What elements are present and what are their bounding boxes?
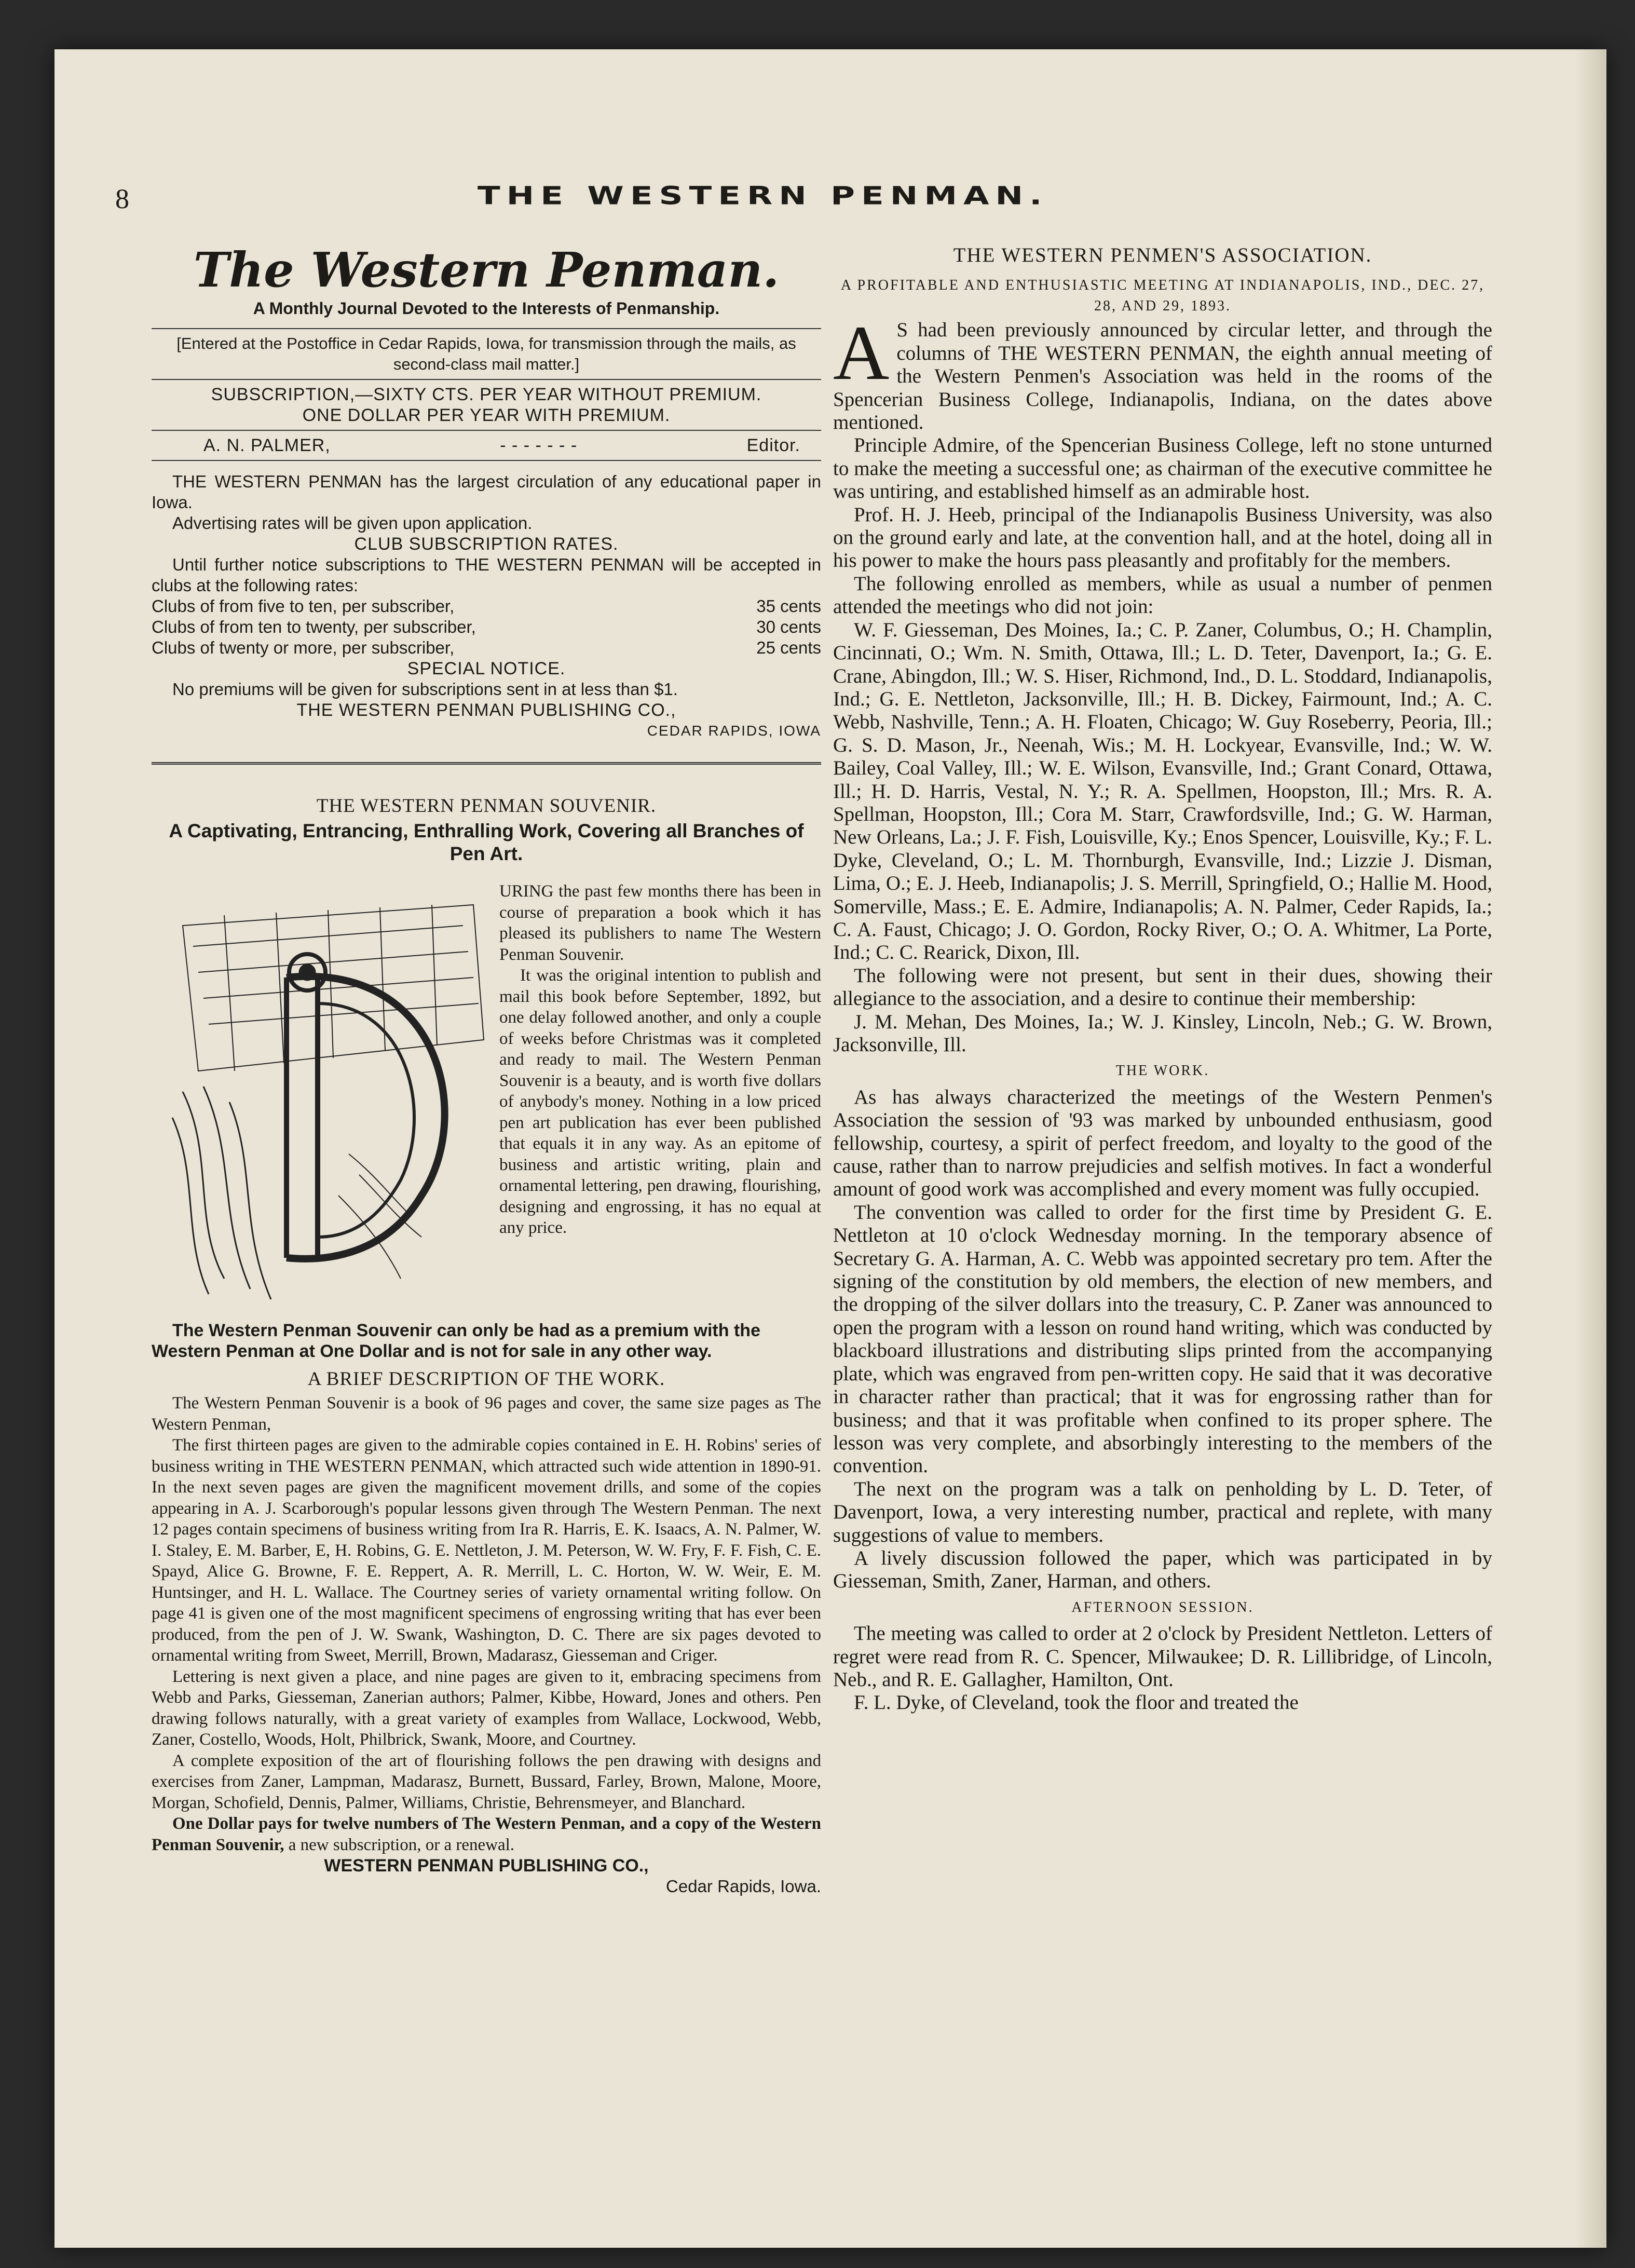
afternoon-heading: AFTERNOON SESSION. <box>1071 1599 1254 1615</box>
offer-bold-text: One Dollar pays for twelve numbers of The Western Penman, and a copy of the Western Penman Souvenir, <box>152 1814 821 1854</box>
divider <box>152 379 821 380</box>
club-rate-row <box>152 617 821 637</box>
advertising-notice: Advertising rates will be given upon application. <box>172 513 533 533</box>
para-text: S had been previously announced by circular letter, and through the columns of THE WESTERN PENMAN, the eighth annual meeting of the Western Penmen's Association was held in the rooms of the Spencerian Business College, Indianapolis, Indiana, on the dates above mentioned. <box>833 319 1492 434</box>
description-para-4: A complete exposition of the art of flourishing follows the pen drawing with designs and exercises from Zaner, Lampman, Madarasz, Burnett, Bussard, Farley, Brown, Malone, Moore, Morgan, Schofield, Dennis, Palmer, Williams, Christie, Behrensmeyer, and Blanchard. <box>152 1751 821 1812</box>
association-para-1 <box>833 310 1492 434</box>
association-para-4: The following enrolled as members, while as usual a number of penmen attended the meetings who did not join: <box>833 572 1492 618</box>
club-rate-row <box>152 637 821 658</box>
drop-cap: A <box>833 310 890 397</box>
right-column <box>833 244 1492 1715</box>
signature-company: WESTERN PENMAN PUBLISHING CO., <box>324 1856 649 1876</box>
subscription-line-1: SUBSCRIPTION,—SIXTY CTS. PER YEAR WITHOUT PREMIUM. <box>211 385 762 404</box>
page-edge-shadow <box>1575 49 1606 2248</box>
left-column <box>152 244 821 1897</box>
ornamental-initial-d <box>152 884 489 1320</box>
afternoon-para-2: F. L. Dyke, of Cleveland, took the floor and treated the <box>854 1691 1299 1714</box>
special-notice-heading: SPECIAL NOTICE. <box>407 659 566 678</box>
souvenir-premium-note: The Western Penman Souvenir can only be had as a premium with the Western Penman at One Dollar and is not for sale in any other way. <box>152 1321 760 1361</box>
club-rate-price: 35 cents <box>756 596 821 616</box>
club-rate-row <box>152 596 821 617</box>
work-para-1: As has always characterized the meetings of the Western Penmen's Association the session of '93 was marked by unbounded enthusiasm, good fellowship, courtesy, a spirit of perfect freedom, and loyalty to the good of the cause, rather than to narrow prejudicies and selfish motives. In fact a wonderful amount of good work was accomplished and every moment was fully occupied. <box>833 1085 1492 1201</box>
work-para-2: The convention was called to order for the first time by President G. E. Nettleton at 10 o'clock Wednesday morning. In the temporary absence of Secretary G. A. Harman, A. C. Webb was appointed secretary pro tem. After the signing of the constitution by old members, the election of new members, and the dropping of the silver dollars into the treasury, C. P. Zaner was announced to open the program with a lesson on round hand writing, which was conducted by blackboard illustrations and distributing slips printed from the accompanying plate, which was engraved from pen-written copy. He said that it was decorative in character rather than practical; that it was for engrossing rather than for business; and that it was profitable when confined to its proper sphere. The lesson was very complete, and absorbingly interesting to the members of the convention. <box>833 1201 1492 1477</box>
divider <box>152 430 821 431</box>
divider <box>152 460 821 461</box>
circulation-notice: THE WESTERN PENMAN has the largest circulation of any educational paper in Iowa. <box>152 472 821 512</box>
souvenir-subheading: A Captivating, Entrancing, Enthralling Work, Covering all Branches of Pen Art. <box>169 820 804 864</box>
association-para-6: The following were not present, but sent in their dues, showing their allegiance to the association, and a desire to continue their membership: <box>833 964 1492 1010</box>
association-para-2: Principle Admire, of the Spencerian Business College, left no stone unturned to make the meeting a successful one; as chairman of the executive committee he was untiring, and established himself as an admirable host. <box>833 434 1492 503</box>
description-para-1: The Western Penman Souvenir is a book of 96 pages and cover, the same size pages as The Western Penman, <box>152 1394 821 1434</box>
member-list: W. F. Giesseman, Des Moines, Ia.; C. P. Zaner, Columbus, O.; H. Champlin, Cincinnati, O.; Wm. N. Smith, Ottawa, Ill.; L. D. Teter, Davenport, Ia.; G. E. Crane, Abingdon, Ill.; W. S. Hiser, Richmond, Ind., D. L. Stoddard, Indianapolis, Ind.; G. E. Nettleton, Jacksonville, Ill.; H. B. Dickey, Fairmount, Ind.; A. C. Webb, Nashville, Tenn.; A. H. Floaten, Chicago; W. Guy Roseberry, Peoria, Ill.; G. S. D. Mason, Jr., Neenah, Wis.; M. H. Lockyear, Evansville, Ind.; W. W. Bailey, Coal Valley, Ill.; W. E. Wilson, Evansville, Ind.; Grant Conard, Ottawa, Ill.; H. D. Harris, Vestal, N. Y.; R. A. Spellmen, Hoopston, Ill.; Mrs. R. A. Spellman, Hoopston, Ill.; Cora M. Starr, Crawfordsville, Ind.; G. W. Harman, New Orleans, La.; J. F. Fish, Louisville, Ky.; Enos Spencer, Louisville, Ky.; F. L. Dyke, Cleveland, O.; L. M. Thornburgh, Evansville, Ind.; Lizzie J. Disman, Lima, O.; E. J. Heeb, Indianapolis; J. S. Merrill, Springfield, O.; Hallie M. Hood, Somerville, Mass.; E. E. Admire, Indianapolis; A. N. Palmer, Ceder Rapids, Ia.; C. A. Faust, Chicago; J. O. Gordon, Rocky River, O.; O. A. Whitmer, La Porte, Ind.; C. C. Rearick, Dixon, Ill. <box>833 618 1492 964</box>
club-rate-price: 30 cents <box>756 617 821 636</box>
description-heading: A BRIEF DESCRIPTION OF THE WORK. <box>307 1368 665 1390</box>
club-rates-list <box>152 596 821 658</box>
subscription-offer <box>152 1813 821 1855</box>
club-rate-price: 25 cents <box>756 638 821 657</box>
description-para-3: Lettering is next given a place, and nine pages are given to it, embracing specimens from Webb and Parks, Giesseman, Zanerian authors; Palmer, Kibbe, Howard, Jones and others. Pen drawing follows naturally, with a great variety of examples from Wallace, Lockwood, Webb, Zaner, Costello, Woods, Holt, Philbrick, Swank, Moore, and Courtney. <box>152 1667 821 1749</box>
club-rates-heading: CLUB SUBSCRIPTION RATES. <box>354 534 619 554</box>
work-para-4: A lively discussion followed the paper, which was participated in by Giesseman, Smith, Zaner, Harman, and others. <box>833 1546 1492 1593</box>
divider <box>152 328 821 329</box>
association-subheading: A PROFITABLE AND ENTHUSIASTIC MEETING AT INDIANAPOLIS, IND., DEC. 27, 28, AND 29, 1893. <box>840 277 1485 315</box>
page-number: 8 <box>115 183 129 214</box>
editor-label: Editor. <box>746 436 800 455</box>
editor-name: A. N. PALMER, <box>203 436 331 455</box>
special-notice-text: No premiums will be given for subscriptions sent in at less than $1. <box>172 680 678 699</box>
club-rates-intro: Until further notice subscriptions to THE WESTERN PENMAN will be accepted in clubs at the following rates: <box>152 555 821 595</box>
double-divider <box>152 762 821 765</box>
editor-dashes: - - - - - - - <box>500 436 578 455</box>
signature-city: Cedar Rapids, Iowa. <box>666 1877 821 1896</box>
souvenir-intro <box>152 881 821 1239</box>
running-title: THE WESTERN PENMAN. <box>478 182 1048 211</box>
postal-entry-note: [Entered at the Postoffice in Cedar Rapids, Iowa, for transmission through the mails, as second-class mail matter.] <box>176 334 796 373</box>
work-heading: THE WORK. <box>1115 1063 1210 1079</box>
publisher-city: CEDAR RAPIDS, IOWA <box>647 723 821 739</box>
absent-member-list: J. M. Mehan, Des Moines, Ia.; W. J. Kinsley, Lincoln, Neb.; G. W. Brown, Jacksonville, Ill. <box>833 1010 1492 1056</box>
subscription-line-2: ONE DOLLAR PER YEAR WITH PREMIUM. <box>302 405 671 425</box>
association-para-3: Prof. H. J. Heeb, principal of the Indianapolis Business University, was also on the ground early and late, at the convention hall, and at the hotel, doing all in his power to make the hours pass pleasantly and profitably for the members. <box>833 503 1492 572</box>
masthead-title: The Western Penman. <box>193 242 780 298</box>
masthead-subtitle: A Monthly Journal Devoted to the Interests of Penmanship. <box>253 299 720 318</box>
souvenir-intro-para-2: It was the original intention to publish and mail this book before September, 1892, but one delay followed another, and only a couple of weeks before Christmas was it completed and ready to mail. The Western Penman Souvenir is a beauty, and is worth five dollars of anybody's money. Nothing in a low priced pen art publication has ever been published that equals it in any way. As an epitome of business and artistic writing, plain and ornamental lettering, pen drawing, flourishing, designing and engrossing, it has no equal at any price. <box>499 966 821 1237</box>
description-para-2: The first thirteen pages are given to the admirable copies contained in E. H. Robins' series of business writing in THE WESTERN PENMAN, which attracted such wide attention in 1890-91. In the next seven pages are given the magnificent movement drills, and some of the copies appearing in A. J. Scarborough's popular lessons given through The Western Penman. The next 12 pages contain specimens of business writing from Ira R. Harris, E. K. Isaacs, A. N. Palmer, W. I. Staley, E. M. Barber, E, H. Robins, G. E. Nettleton, J. M. Peterson, W. W. Fry, F. F. Fish, C. E. Spayd, Alice G. Browne, F. E. Reppert, A. R. Merrill, L. C. Horton, W. W. Weir, E. M. Huntsinger, and H. L. Wallace. The Courtney series of variety ornamental writing follow. On page 41 is given one of the most magnificent specimens of engrossing writing that has ever been produced, from the pen of J. W. Swank, Washington, D. C. There are six pages devoted to ornamental writing from Sweet, Merrill, Brown, Madarasz, Giesseman and Criger. <box>152 1436 821 1665</box>
ornamental-d-illustration <box>152 884 489 1320</box>
afternoon-para-1: The meeting was called to order at 2 o'clock by President Nettleton. Letters of regret were read from R. C. Spencer, Milwaukee; D. R. Lillibridge, of Lincoln, Neb., and R. E. Gallagher, Hamilton, Ont. <box>833 1622 1492 1691</box>
offer-rest-text: a new subscription, or a renewal. <box>288 1835 515 1854</box>
work-para-3: The next on the program was a talk on penholding by L. D. Teter, of Davenport, Iowa, a very interesting number, practical and replete, with many suggestions of value to members. <box>833 1477 1492 1546</box>
souvenir-intro-para-1: URING the past few months there has been in course of preparation a book which it has pleased its publishers to name The Western Penman Souvenir. <box>499 882 821 964</box>
club-rate-label: Clubs of from ten to twenty, per subscriber, <box>152 617 476 636</box>
publisher-name: THE WESTERN PENMAN PUBLISHING CO., <box>296 700 676 720</box>
club-rate-label: Clubs of twenty or more, per subscriber, <box>152 638 455 657</box>
editor-line <box>152 435 821 456</box>
souvenir-heading: THE WESTERN PENMAN SOUVENIR. <box>316 795 657 817</box>
association-heading: THE WESTERN PENMEN'S ASSOCIATION. <box>953 244 1372 266</box>
club-rate-label: Clubs of from five to ten, per subscriber, <box>152 596 455 616</box>
